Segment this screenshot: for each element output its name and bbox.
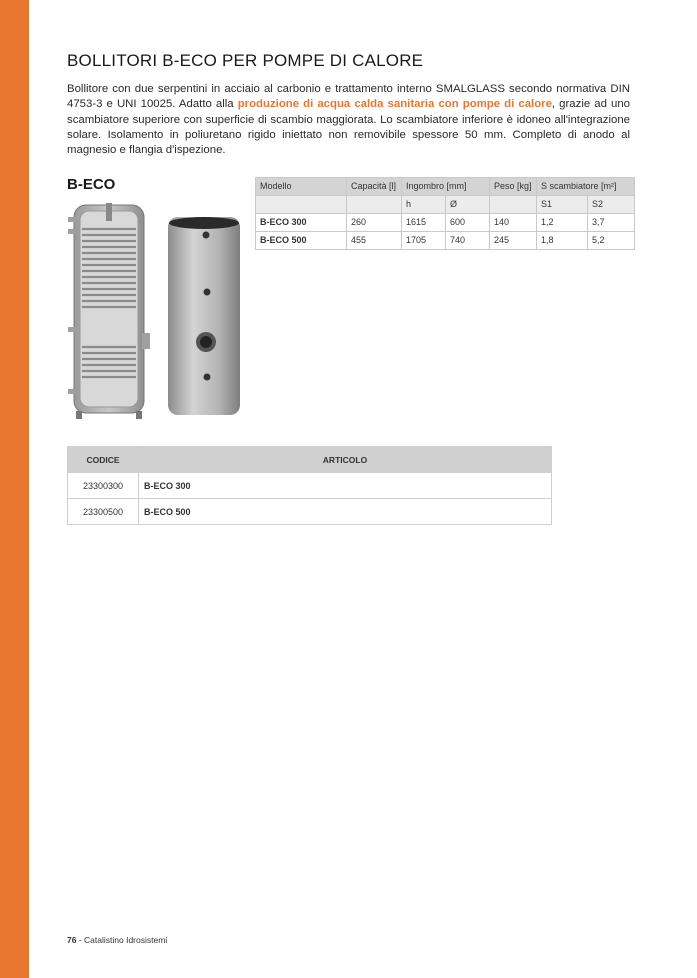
cell-s2: 3,7 — [588, 214, 635, 232]
cell-code: 23300500 — [68, 499, 139, 525]
description-text-1: Bollitore con due serpentini in acciaio al carbonio e trattamento interno SMALGLASS secondo normativa DIN 4753-3 e UNI 10025. Adatto alla — [67, 83, 630, 111]
header-code: CODICE — [68, 447, 139, 473]
description-text-2: , grazie ad uno scambiatore superiore con superficie di scambio maggiorata. Lo scambiatore inferiore è idoneo all'integrazione solare. Isolamento in poliuretano rigido iniettato non removibile spessore 50 mm. Completo di anodo al magnesio e flangia d'ispezione. — [67, 98, 630, 157]
subheader-empty — [347, 196, 402, 214]
cell-height: 1705 — [402, 232, 446, 250]
tank-product-image — [166, 215, 242, 417]
cell-model: B-ECO 300 — [256, 214, 347, 232]
orange-side-bar — [0, 0, 29, 978]
page-footer — [67, 935, 167, 945]
description-highlight: produzione di acqua calda sanitaria con pompe di calore — [237, 98, 552, 111]
header-article: ARTICOLO — [139, 447, 552, 473]
cell-diameter: 740 — [446, 232, 490, 250]
header-capacity: Capacità [l] — [347, 178, 402, 196]
code-table — [67, 446, 552, 525]
page-number: 76 — [67, 935, 77, 945]
code-header-row — [68, 447, 552, 473]
cell-article: B-ECO 300 — [139, 473, 552, 499]
header-weight: Peso [kg] — [490, 178, 537, 196]
header-model: Modello — [256, 178, 347, 196]
cell-capacity: 260 — [347, 214, 402, 232]
header-exchanger: S scambiatore [m²] — [537, 178, 635, 196]
subheader-h: h — [402, 196, 446, 214]
table-row — [256, 214, 635, 232]
subheader-empty — [256, 196, 347, 214]
cell-model: B-ECO 500 — [256, 232, 347, 250]
footer-text: Catalistino Idrosistemi — [84, 935, 168, 945]
cell-diameter: 600 — [446, 214, 490, 232]
cell-code: 23300300 — [68, 473, 139, 499]
cell-s2: 5,2 — [588, 232, 635, 250]
footer-separator: - — [76, 935, 85, 945]
spec-header-row — [256, 178, 635, 196]
cell-weight: 245 — [490, 232, 537, 250]
header-size: Ingombro [mm] — [402, 178, 490, 196]
page-title: BOLLITORI B-ECO PER POMPE DI CALORE — [67, 51, 424, 70]
cell-article: B-ECO 500 — [139, 499, 552, 525]
cell-height: 1615 — [402, 214, 446, 232]
subheader-d: Ø — [446, 196, 490, 214]
table-row — [256, 232, 635, 250]
product-description — [67, 82, 630, 158]
subheader-s2: S2 — [588, 196, 635, 214]
spec-subheader-row — [256, 196, 635, 214]
subheader-s1: S1 — [537, 196, 588, 214]
tank-cutaway-diagram — [66, 199, 152, 421]
section-subtitle: B-ECO — [67, 176, 116, 193]
cell-weight: 140 — [490, 214, 537, 232]
cell-capacity: 455 — [347, 232, 402, 250]
subheader-empty — [490, 196, 537, 214]
cell-s1: 1,8 — [537, 232, 588, 250]
table-row — [68, 499, 552, 525]
table-row — [68, 473, 552, 499]
spec-table — [255, 177, 635, 250]
cell-s1: 1,2 — [537, 214, 588, 232]
